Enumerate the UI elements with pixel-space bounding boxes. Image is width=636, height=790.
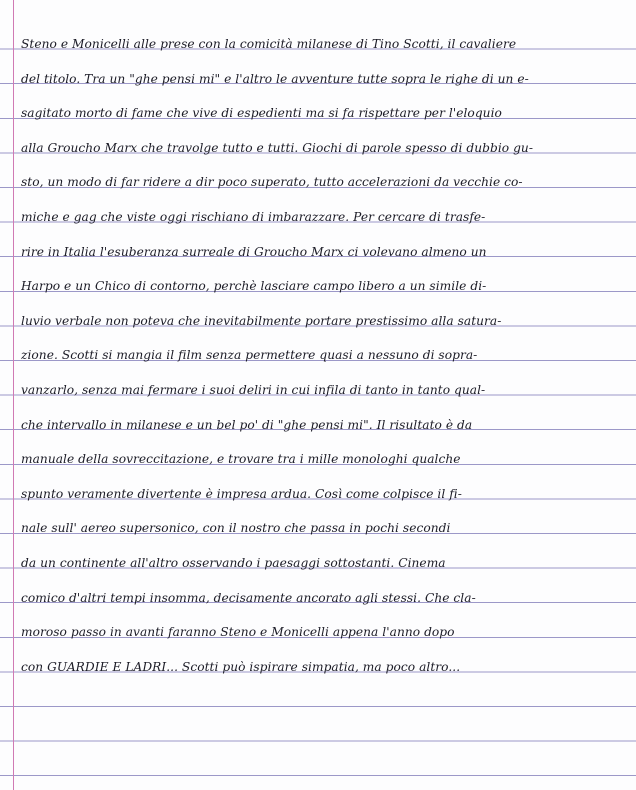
text-line-7: rire in Italia l'esuberanza surreale di Groucho Marx ci volevano almeno un <box>21 244 487 259</box>
text-line-1: Steno e Monicelli alle prese con la comicità milanese di Tino Scotti, il cavaliere <box>21 37 517 51</box>
text-line-15: nale sull' aereo supersonico, con il nostro che passa in pochi secondi <box>21 521 451 536</box>
text-line-6: miche e gag che viste oggi rischiano di imbarazzare. Per cercare di trasfe- <box>21 209 486 224</box>
text-line-5: sto, un modo di far ridere a dir poco superato, tutto accelerazioni da vecchie co- <box>21 175 523 190</box>
text-line-12: che intervallo in milanese e un bel po' di "ghe pensi mi". Il risultato è da <box>21 417 473 432</box>
margin-rule <box>13 0 14 790</box>
text-line-13: manuale della sovreccitazione, e trovare tra i mille monologhi qualche <box>21 452 461 467</box>
text-line-3: sagitato morto di fame che vive di espedienti ma si fa rispettare per l'eloquio <box>21 106 502 121</box>
text-line-2: del titolo. Tra un "ghe pensi mi" e l'altro le avventure tutte sopra le righe di un e- <box>21 71 529 86</box>
text-line-19: con GUARDIE E LADRI... Scotti può ispirare simpatia, ma poco altro... <box>21 659 461 674</box>
text-line-4: alla Groucho Marx che travolge tutto e tutti. Giochi di parole spesso di dubbio gu- <box>21 140 533 155</box>
text-line-11: vanzarlo, senza mai fermare i suoi deliri in cui infila di tanto in tanto qual- <box>21 382 486 397</box>
text-line-9: luvio verbale non poteva che inevitabilmente portare prestissimo alla satura- <box>21 313 502 328</box>
text-line-8: Harpo e un Chico di contorno, perchè lasciare campo libero a un simile di- <box>21 279 487 294</box>
handwritten-review-text <box>21 27 629 684</box>
text-line-16: da un continente all'altro osservando i paesaggi sottostanti. Cinema <box>21 555 446 570</box>
text-line-17: comico d'altri tempi insomma, decisamente ancorato agli stessi. Che cla- <box>21 590 476 605</box>
text-line-18: moroso passo in avanti faranno Steno e Monicelli appena l'anno dopo <box>21 625 455 640</box>
text-line-10: zione. Scotti si mangia il film senza permettere quasi a nessuno di sopra- <box>21 348 478 363</box>
text-line-14: spunto veramente divertente è impresa ardua. Così come colpisce il fi- <box>21 486 462 501</box>
